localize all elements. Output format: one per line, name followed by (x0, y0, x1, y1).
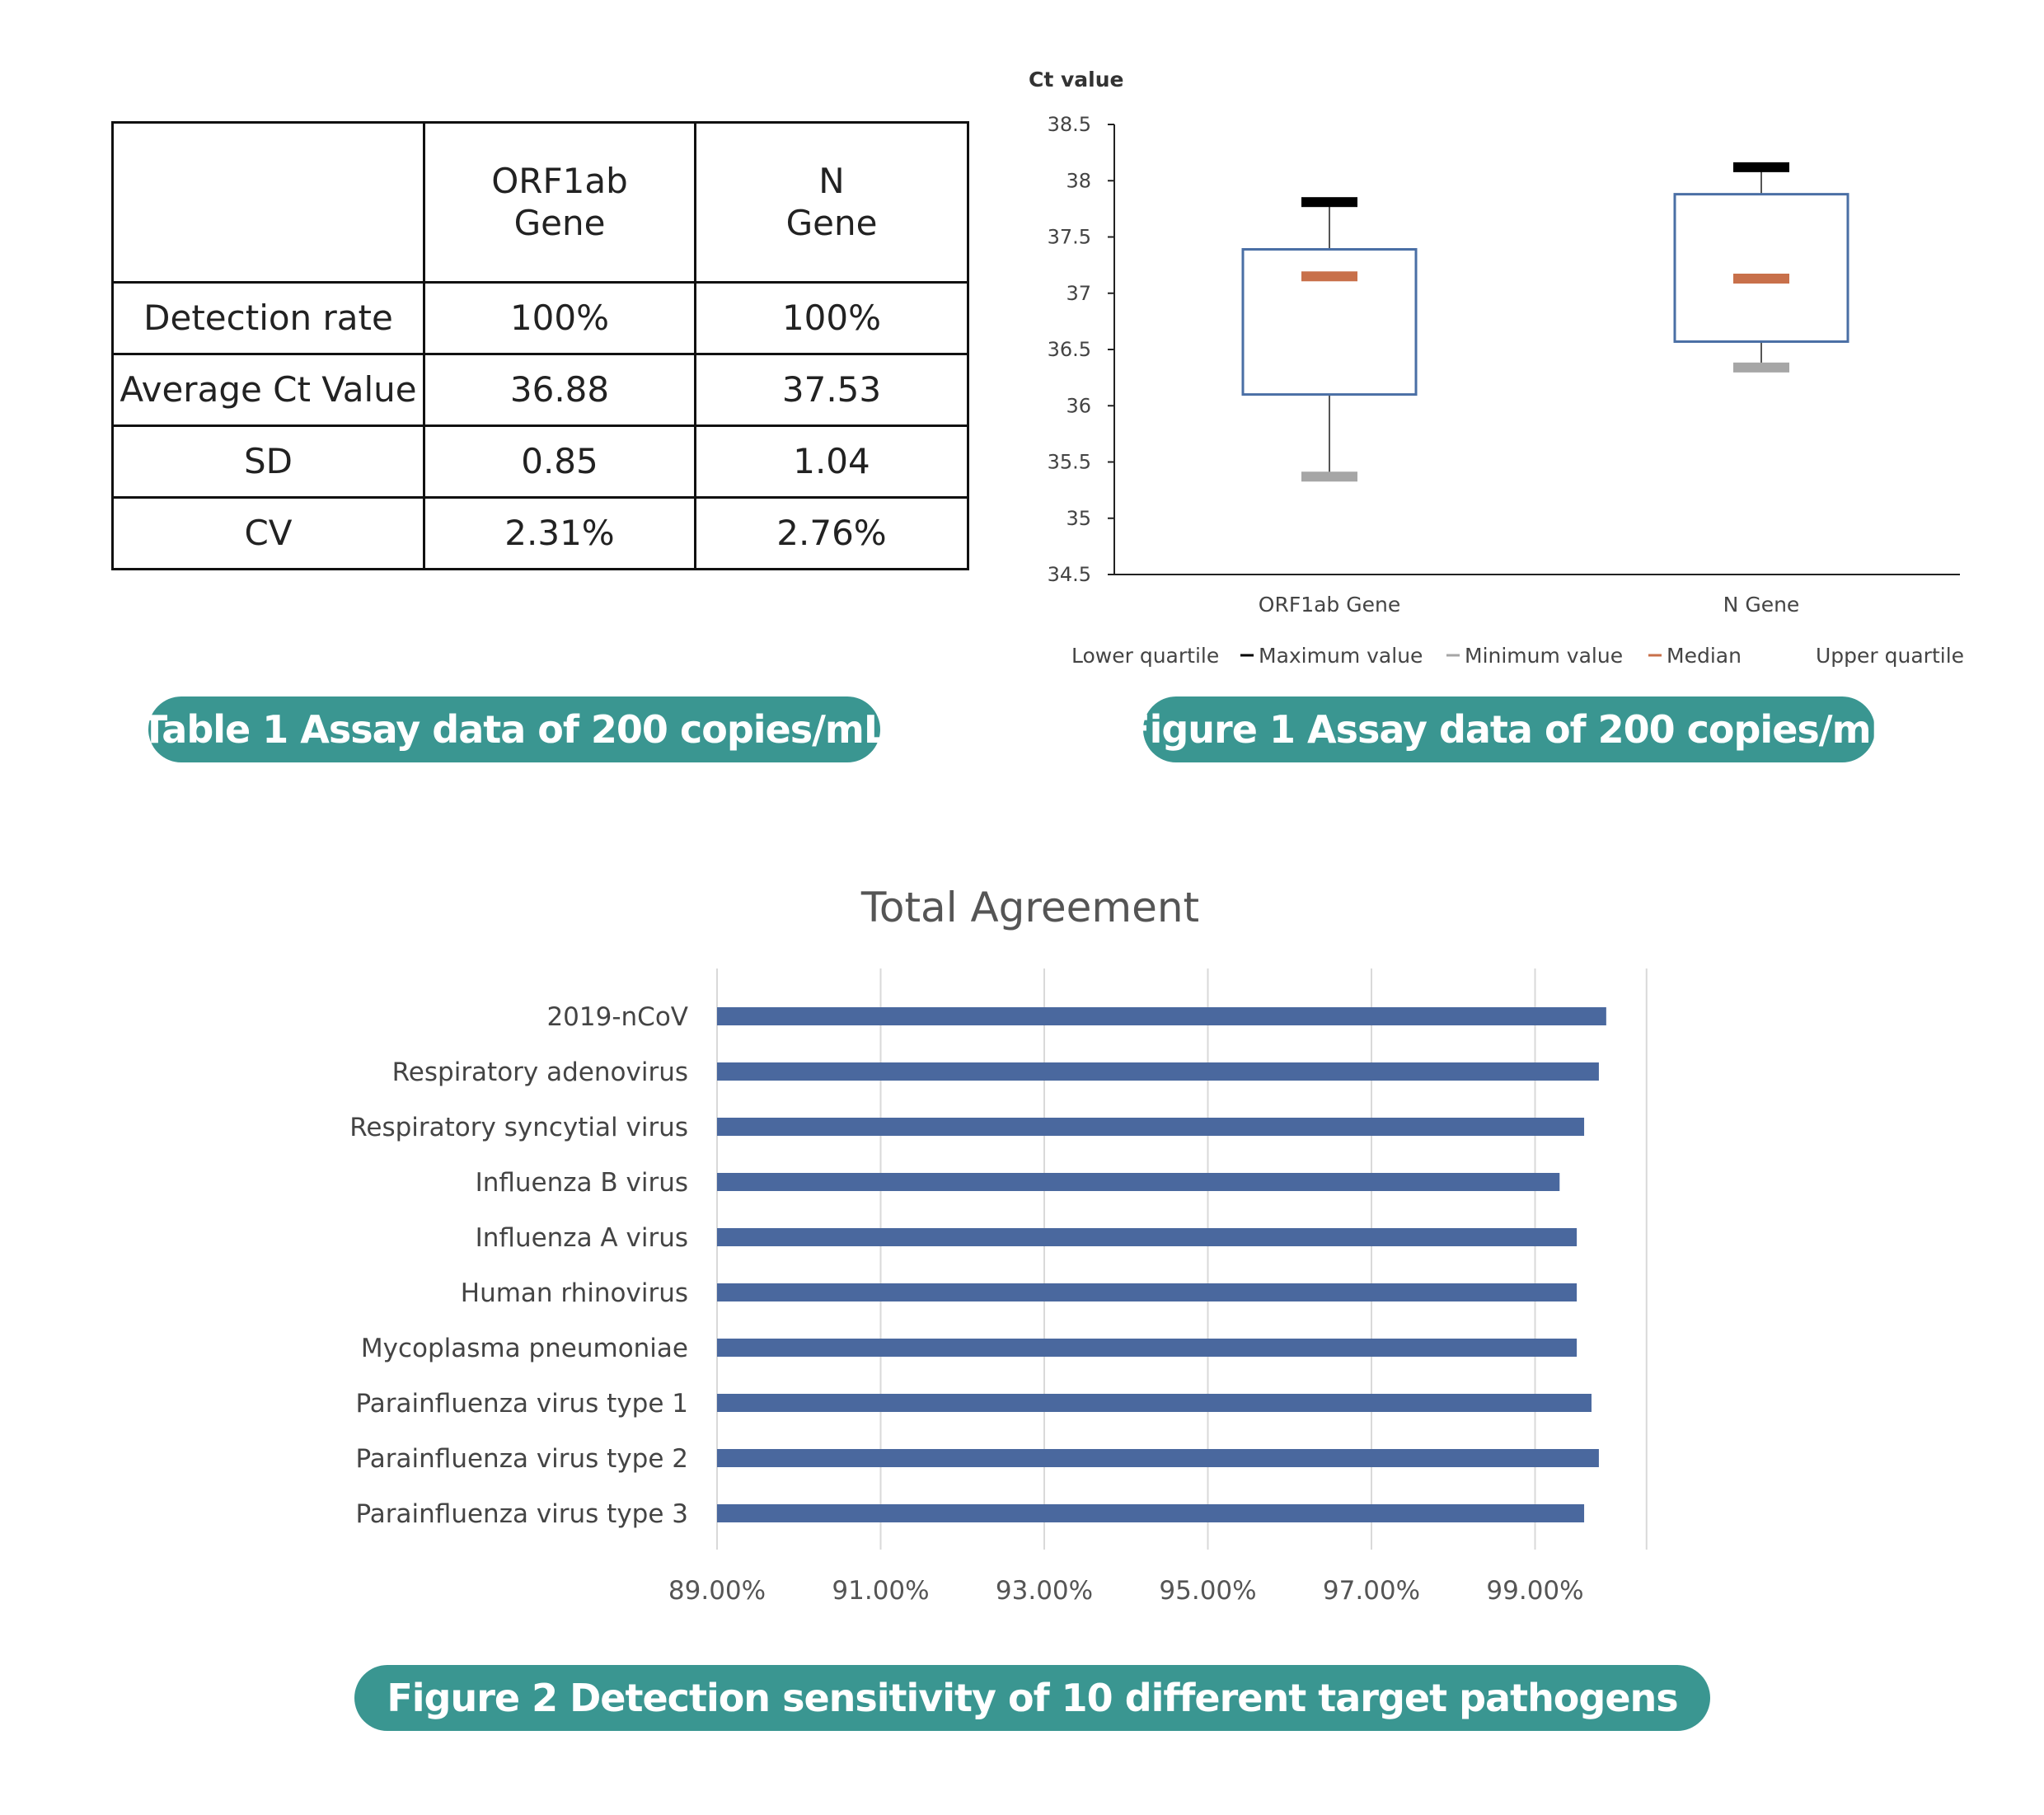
bar (717, 1007, 1606, 1025)
category-label: Mycoplasma pneumoniae (360, 1334, 688, 1363)
bar-chart (330, 874, 1731, 1616)
y-tick-label: 38.5 (1047, 113, 1091, 136)
table-header-n-gene (696, 123, 968, 283)
table-row (113, 354, 968, 426)
y-axis-title: Ct value (1029, 68, 1124, 91)
figure1-caption: Figure 1 Assay data of 200 copies/mL (1143, 696, 1875, 762)
category-label: Influenza A virus (475, 1223, 688, 1253)
y-tick-label: 37 (1066, 281, 1091, 305)
row-label: Average Ct Value (113, 354, 424, 426)
chart-title: Total Agreement (860, 884, 1200, 931)
header-orf1ab-line2: Gene (513, 202, 606, 243)
x-tick-label: 99.00% (1486, 1576, 1584, 1606)
y-tick-label: 36.5 (1047, 338, 1091, 361)
y-tick-label: 35 (1066, 506, 1091, 530)
cell-orf1ab: 2.31% (424, 498, 696, 570)
maximum-marker (1301, 197, 1357, 207)
header-n-line2: Gene (785, 202, 878, 243)
boxplot-chart (989, 49, 1978, 692)
row-label: SD (113, 426, 424, 498)
table-row (113, 498, 968, 570)
bar (717, 1062, 1599, 1081)
bar (717, 1173, 1559, 1191)
median-marker (1301, 271, 1357, 281)
x-tick-label: 97.00% (1322, 1576, 1421, 1606)
table-header-orf1ab (424, 123, 696, 283)
row-label: Detection rate (113, 283, 424, 354)
legend-item: Median (1667, 644, 1742, 668)
y-tick-label: 37.5 (1047, 225, 1091, 249)
legend-item: Minimum value (1465, 644, 1624, 668)
table-header-row (113, 123, 968, 283)
header-orf1ab-line1: ORF1ab (491, 161, 628, 202)
figure2-caption: Figure 2 Detection sensitivity of 10 different target pathogens (354, 1665, 1710, 1731)
table-row (113, 426, 968, 498)
legend-item: Lower quartile (1071, 644, 1220, 668)
quartile-box (1243, 250, 1416, 395)
y-tick-label: 35.5 (1047, 450, 1091, 474)
table-header-empty (113, 123, 424, 283)
maximum-marker (1733, 162, 1789, 172)
category-label: Influenza B virus (475, 1168, 688, 1198)
x-tick-label: 93.00% (995, 1576, 1094, 1606)
minimum-marker (1733, 363, 1789, 373)
table-row (113, 283, 968, 354)
cell-n-gene: 1.04 (696, 426, 968, 498)
bar (717, 1504, 1584, 1522)
cell-orf1ab: 36.88 (424, 354, 696, 426)
category-label: Respiratory syncytial virus (349, 1113, 688, 1142)
x-tick-label: 89.00% (668, 1576, 766, 1606)
category-label: Parainfluenza virus type 3 (355, 1499, 688, 1529)
legend-item: Maximum value (1259, 644, 1423, 668)
cell-n-gene: 37.53 (696, 354, 968, 426)
header-n-line1: N (818, 161, 845, 202)
category-label: Human rhinovirus (460, 1278, 688, 1308)
cell-orf1ab: 0.85 (424, 426, 696, 498)
cell-n-gene: 2.76% (696, 498, 968, 570)
category-label: Parainfluenza virus type 2 (355, 1444, 688, 1474)
minimum-marker (1301, 471, 1357, 481)
category-label: 2019-nCoV (546, 1002, 688, 1032)
y-tick-label: 34.5 (1047, 563, 1091, 586)
x-category-label: ORF1ab Gene (1258, 593, 1401, 617)
bar (717, 1228, 1577, 1246)
x-tick-label: 95.00% (1159, 1576, 1257, 1606)
median-marker (1733, 274, 1789, 284)
assay-data-table (111, 121, 969, 570)
bar (717, 1394, 1592, 1412)
legend-item: Upper quartile (1816, 644, 1965, 668)
category-label: Parainfluenza virus type 1 (355, 1389, 688, 1419)
cell-orf1ab: 100% (424, 283, 696, 354)
bar (717, 1118, 1584, 1136)
bar (717, 1449, 1599, 1467)
bar (717, 1339, 1577, 1357)
category-label: Respiratory adenovirus (391, 1058, 688, 1087)
row-label: CV (113, 498, 424, 570)
cell-n-gene: 100% (696, 283, 968, 354)
y-tick-label: 36 (1066, 394, 1091, 418)
table1-caption: Table 1 Assay data of 200 copies/mL (148, 696, 880, 762)
bar (717, 1283, 1577, 1301)
quartile-box (1675, 195, 1848, 342)
y-tick-label: 38 (1066, 169, 1091, 193)
x-tick-label: 91.00% (832, 1576, 930, 1606)
x-category-label: N Gene (1723, 593, 1800, 617)
